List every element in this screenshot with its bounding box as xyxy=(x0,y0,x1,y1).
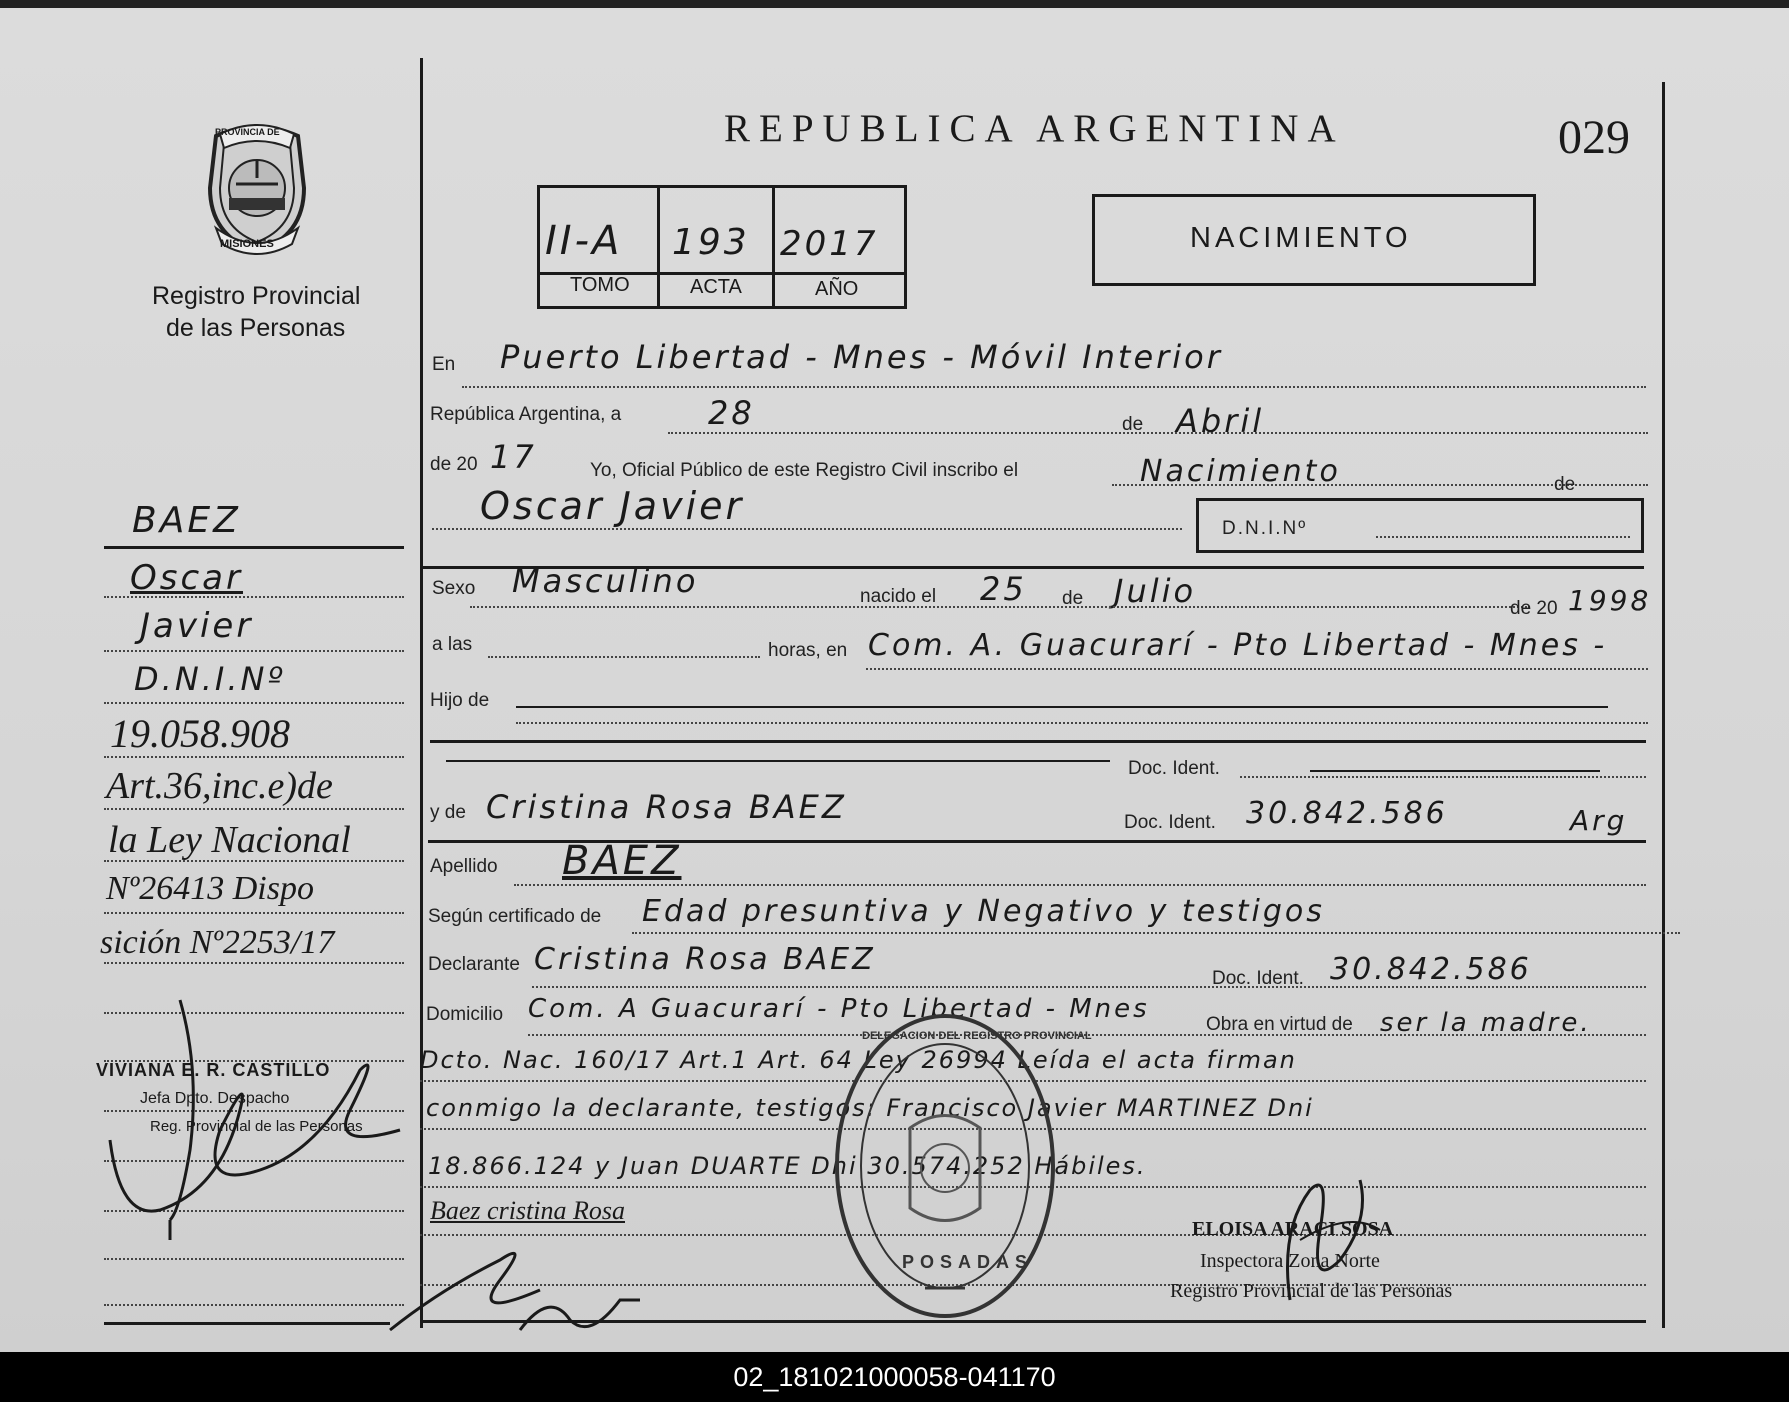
alas-label: a las xyxy=(432,634,473,655)
month-value: Abril xyxy=(1176,402,1265,440)
birth-place: Com. A. Guacurarí - Pto Libertad - Mnes - xyxy=(868,628,1608,663)
signatory-title: Inspectora Zona Norte xyxy=(1200,1250,1380,1272)
province-seal-logo xyxy=(196,118,318,258)
image-code-bar xyxy=(0,1352,1789,1402)
de-label: de xyxy=(1122,414,1144,435)
yde-label: y de xyxy=(430,802,466,823)
mother-name: Cristina Rosa BAEZ xyxy=(486,788,847,826)
apellido-label: Apellido xyxy=(430,856,498,877)
sexo-label: Sexo xyxy=(432,578,476,599)
anio-label: AÑO xyxy=(815,278,859,300)
signatory-signature xyxy=(1270,1170,1390,1310)
acta-value: 193 xyxy=(672,222,750,263)
country-title: REPUBLICA ARGENTINA xyxy=(724,107,1345,150)
seal-text-top: PROVINCIA DE xyxy=(215,127,280,137)
sexo-value: Masculino xyxy=(512,562,699,600)
segun-label: Según certificado de xyxy=(428,906,602,927)
margin-line-8: Nº26413 Dispo xyxy=(106,870,314,907)
margin-line-4: D.N.I.Nº xyxy=(134,660,286,698)
note-line-3: 18.866.124 y Juan DUARTE Dni 30.574.252 Hábiles. xyxy=(428,1152,1147,1180)
apellido-value: BAEZ xyxy=(562,838,682,884)
margin-divider xyxy=(420,58,423,1328)
registry-name-line2: de las Personas xyxy=(166,314,346,342)
mother-nationality: Arg xyxy=(1570,804,1628,837)
year-value: 17 xyxy=(490,438,537,476)
signatory-org: Registro Provincial de las Personas xyxy=(1170,1280,1453,1302)
dni-label: D.N.I.Nº xyxy=(1222,518,1308,539)
note-line-2: conmigo la declarante, testigos: Francisco Javier MARTINEZ Dni xyxy=(426,1094,1314,1122)
republica-label: República Argentina, a xyxy=(430,404,622,425)
day-value: 28 xyxy=(708,394,755,432)
mother-doc: 30.842.586 xyxy=(1246,796,1448,831)
act-value: Nacimiento xyxy=(1140,454,1341,489)
signatory-name: ELOISA ARACI SOSA xyxy=(1192,1218,1394,1240)
anio-value: 2017 xyxy=(780,224,879,264)
seal-ring-top: DELEGACION DEL REGISTRO PROVINCIAL xyxy=(862,1030,1092,1042)
declarant-signature xyxy=(380,1230,650,1340)
tomo-label: TOMO xyxy=(570,274,630,296)
margin-stamp-line2: Jefa Dpto. Despacho xyxy=(140,1090,290,1107)
margin-line-7: la Ley Nacional xyxy=(108,819,351,861)
page-number: 029 xyxy=(1558,111,1630,164)
obra-value: ser la madre. xyxy=(1380,1008,1592,1038)
domicilio-value: Com. A Guacurarí - Pto Libertad - Mnes xyxy=(528,994,1150,1024)
declarante-doc: 30.842.586 xyxy=(1330,952,1532,987)
official-text: Yo, Oficial Público de este Registro Civil inscribo el xyxy=(590,460,1019,481)
hijo-label: Hijo de xyxy=(430,690,490,711)
segun-value: Edad presuntiva y Negativo y testigos xyxy=(642,894,1325,929)
delegation-seal-stamp xyxy=(830,1008,1060,1328)
margin-line-9: sición Nº2253/17 xyxy=(100,924,335,961)
margin-line-3: Javier xyxy=(140,606,254,646)
image-code: 02_181021000058-041170 xyxy=(733,1362,1056,1392)
note-line-1: Dcto. Nac. 160/17 Art.1 Art. 64 Ley 26994 Leída el acta firman xyxy=(420,1046,1297,1074)
domicilio-label: Domicilio xyxy=(426,1004,504,1025)
right-border xyxy=(1662,82,1665,1328)
birth-year-value: 1998 xyxy=(1568,584,1652,617)
registry-name-line1: Registro Provincial xyxy=(152,282,361,310)
obra-label: Obra en virtud de xyxy=(1206,1014,1353,1035)
margin-stamp-line1: VIVIANA E. R. CASTILLO xyxy=(96,1060,331,1080)
birth-day: 25 xyxy=(980,570,1027,608)
seal-ring-bottom: POSADAS xyxy=(902,1252,1034,1272)
birth-month: Julio xyxy=(1114,572,1197,610)
year-label: de 20 xyxy=(430,454,478,475)
birth-year-label: de 20 xyxy=(1510,598,1558,619)
note-line-4-signature: Baez cristina Rosa xyxy=(430,1196,625,1225)
tomo-value: II-A xyxy=(545,218,623,264)
nacido-label: nacido el xyxy=(860,586,937,607)
declarante-value: Cristina Rosa BAEZ xyxy=(534,942,876,977)
de-label2: de xyxy=(1554,474,1576,495)
doc-ident-label2: Doc. Ident. xyxy=(1124,812,1216,833)
doc-ident-label: Doc. Ident. xyxy=(1128,758,1220,779)
person-name: Oscar Javier xyxy=(480,484,745,528)
en-value: Puerto Libertad - Mnes - Móvil Interior xyxy=(500,338,1223,376)
declarante-label: Declarante xyxy=(428,954,520,975)
margin-line-2: Oscar xyxy=(130,558,243,598)
seal-text-bottom: MISIONES xyxy=(220,238,274,250)
margin-line-5: 19.058.908 xyxy=(110,711,290,756)
margin-signature xyxy=(100,990,420,1250)
doc-ident-label3: Doc. Ident. xyxy=(1212,968,1304,989)
en-label: En xyxy=(432,354,456,375)
margin-stamp-line3: Reg. Provincial de las Personas xyxy=(150,1118,363,1135)
margin-line-1: BAEZ xyxy=(132,500,241,541)
record-type-label: NACIMIENTO xyxy=(1190,222,1412,254)
horas-label: horas, en xyxy=(768,640,848,661)
de-label3: de xyxy=(1062,588,1084,609)
margin-line-6: Art.36,inc.e)de xyxy=(106,765,333,807)
top-edge-shadow xyxy=(0,0,1789,8)
acta-label: ACTA xyxy=(690,276,742,298)
